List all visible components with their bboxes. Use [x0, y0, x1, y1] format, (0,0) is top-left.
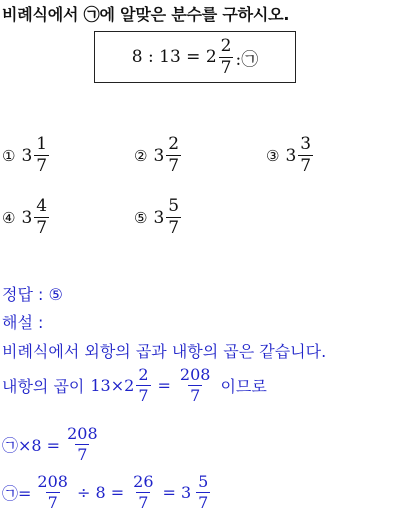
equation-left: 8 : 13 = 2 [131, 47, 217, 67]
question-text: 비례식에서 ㉠에 알맞은 분수를 구하시오. [2, 5, 290, 24]
equation [131, 35, 259, 78]
equation-box [94, 31, 296, 83]
answer-label: 정답 : ⑤ [2, 285, 63, 304]
choice-2[interactable]: ② 3 $\frac{2}{7}$ [134, 134, 180, 176]
choice-4[interactable]: ④ 3 $\frac{4}{7}$ [2, 196, 48, 238]
choice-5[interactable]: ⑤ 3 $\frac{5}{7}$ [134, 196, 180, 238]
choice-1[interactable]: ① 3 $\frac{1}{7}$ [2, 134, 48, 176]
explanation-line-1: 비례식에서 외항의 곱과 내항의 곱은 같습니다. [2, 342, 327, 361]
explanation-line-3: ㉠×8 = $\frac{208}{7}$ [2, 424, 98, 464]
explanation-label: 해설 : [2, 313, 44, 332]
explanation-line-4: ㉠= $\frac{208}{7}$ ÷ 8 = $\frac{26}{7}$ = 3 $\frac{5}{7}$ [2, 472, 209, 512]
equation-fraction: $\frac{2}{7}$ [220, 35, 232, 78]
choice-3[interactable]: ③ 3 $\frac{3}{7}$ [266, 134, 312, 176]
equation-tail: :㉠ [235, 49, 259, 70]
explanation-line-2: 내항의 곱이 13×2 $\frac{2}{7}$ = $\frac{208}{7}$ 이므로 [2, 365, 267, 405]
